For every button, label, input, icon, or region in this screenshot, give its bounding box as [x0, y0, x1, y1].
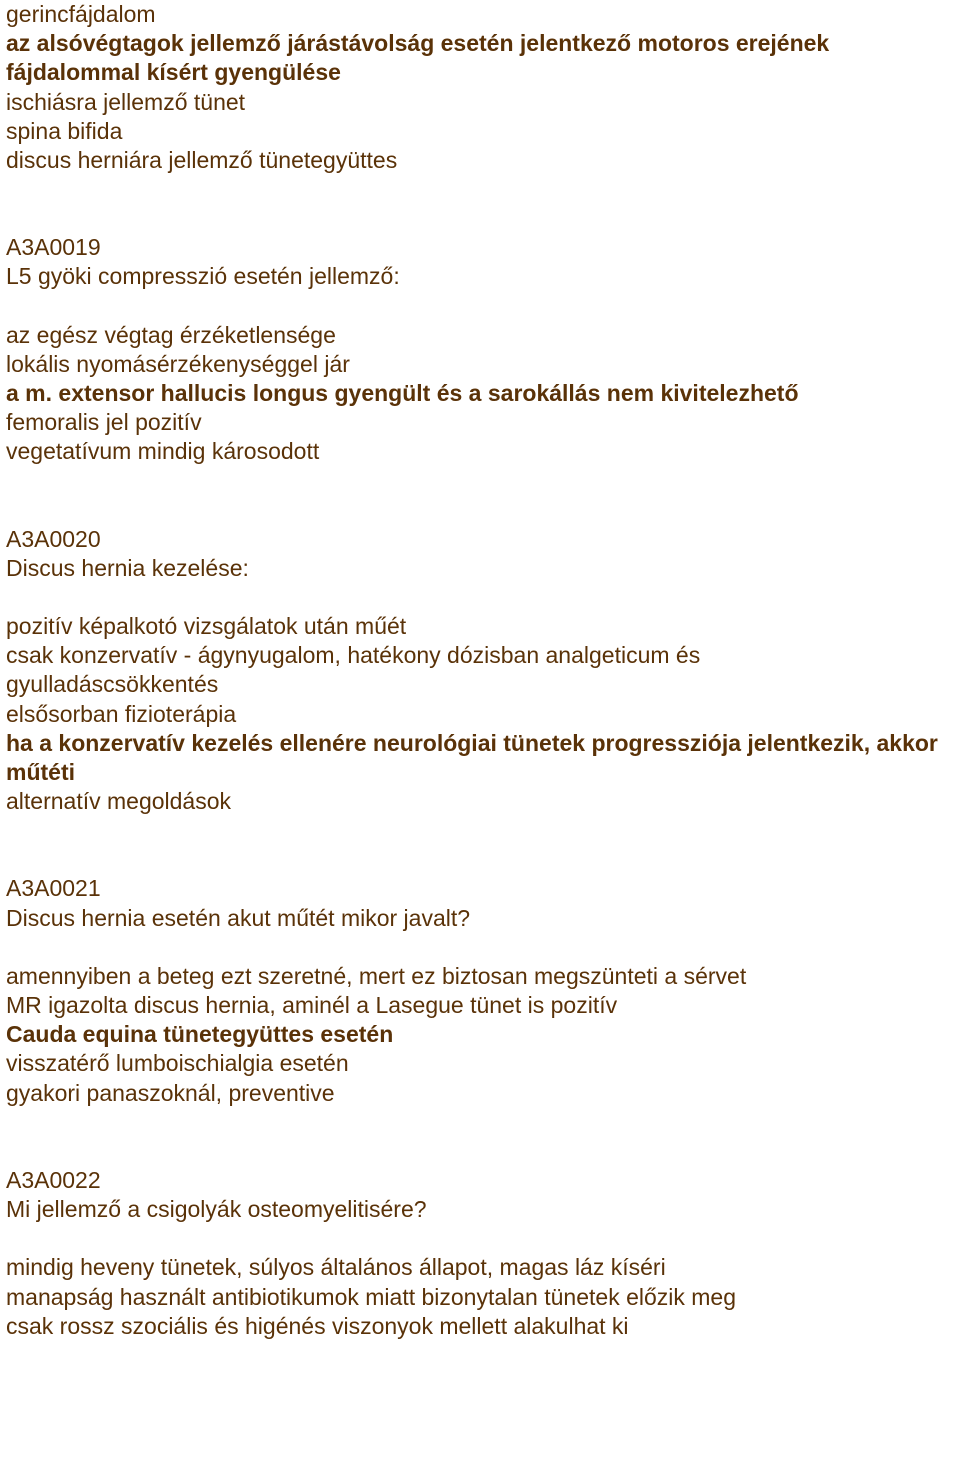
question-text: Mi jellemző a csigolyák osteomyelitisére?: [6, 1196, 427, 1223]
option-text: lokális nyomásérzékenységgel jár: [6, 350, 350, 377]
option-text: mindig heveny tünetek, súlyos általános állapot, magas láz kíséri: [6, 1254, 666, 1281]
question-list: [6, 0, 956, 1341]
option-text: az egész végtag érzéketlensége: [6, 321, 336, 348]
option-text: pozitív képalkotó vizsgálatok után műét: [6, 613, 407, 640]
option-text: vegetatívum mindig károsodott: [6, 438, 320, 465]
spacer: [6, 583, 956, 612]
question-code: A3A0019: [6, 234, 101, 261]
option-text: discus herniára jellemző tünetegyüttes: [6, 147, 398, 174]
question-block: [6, 874, 956, 1107]
option-text-correct: a m. extensor hallucis longus gyengült és a sarokállás nem kivitelezhető: [6, 380, 799, 407]
option-text: femoralis jel pozitív: [6, 409, 202, 436]
question-text: Discus hernia esetén akut műtét mikor javalt?: [6, 904, 471, 931]
question-code: A3A0020: [6, 525, 101, 552]
question-block: [6, 233, 956, 466]
option-text: amennyiben a beteg ezt szeretné, mert ez biztosan megszünteti a sérvet: [6, 962, 747, 989]
spacer: [6, 467, 956, 525]
option-text-correct: Cauda equina tünetegyüttes esetén: [6, 1021, 394, 1048]
question-text: Discus hernia kezelése:: [6, 554, 249, 581]
question-code: A3A0021: [6, 875, 101, 902]
option-text: csak rossz szociális és higénés viszonyok mellett alakulhat ki: [6, 1312, 629, 1339]
spacer: [6, 175, 956, 233]
option-text: MR igazolta discus hernia, aminél a Lasegue tünet is pozitív: [6, 992, 618, 1019]
spacer: [6, 292, 956, 321]
option-text: spina bifida: [6, 117, 123, 144]
option-text: alternatív megoldások: [6, 788, 232, 815]
option-text: gerincfájdalom: [6, 1, 156, 27]
option-text: gyakori panaszoknál, preventive: [6, 1079, 335, 1106]
option-text: manapság használt antibiotikumok miatt bizonytalan tünetek előzik meg: [6, 1283, 737, 1310]
question-block: [6, 525, 956, 817]
spacer: [6, 1108, 956, 1166]
option-text-correct: ha a konzervatív kezelés ellenére neurológiai tünetek progressziója jelentkezik, akkor műtéti: [6, 729, 938, 786]
question-code: A3A0022: [6, 1166, 101, 1193]
question-text: L5 gyöki compresszió esetén jellemző:: [6, 263, 400, 290]
option-text: csak konzervatív - ágynyugalom, hatékony dózisban analgeticum és gyulladáscsökkentés: [6, 642, 701, 698]
spacer: [6, 816, 956, 874]
option-text: visszatérő lumboischialgia esetén: [6, 1050, 349, 1077]
option-text-correct: az alsóvégtagok jellemző járástávolság esetén jelentkező motoros erejének fájdalommal kísért gyengülése: [6, 30, 830, 86]
spacer: [6, 933, 956, 962]
option-text: elsősorban fizioterápia: [6, 700, 237, 727]
question-block: [6, 1166, 956, 1341]
option-text: ischiásra jellemző tünet: [6, 88, 246, 115]
spacer: [6, 1224, 956, 1253]
previous-question-options: [6, 0, 956, 175]
